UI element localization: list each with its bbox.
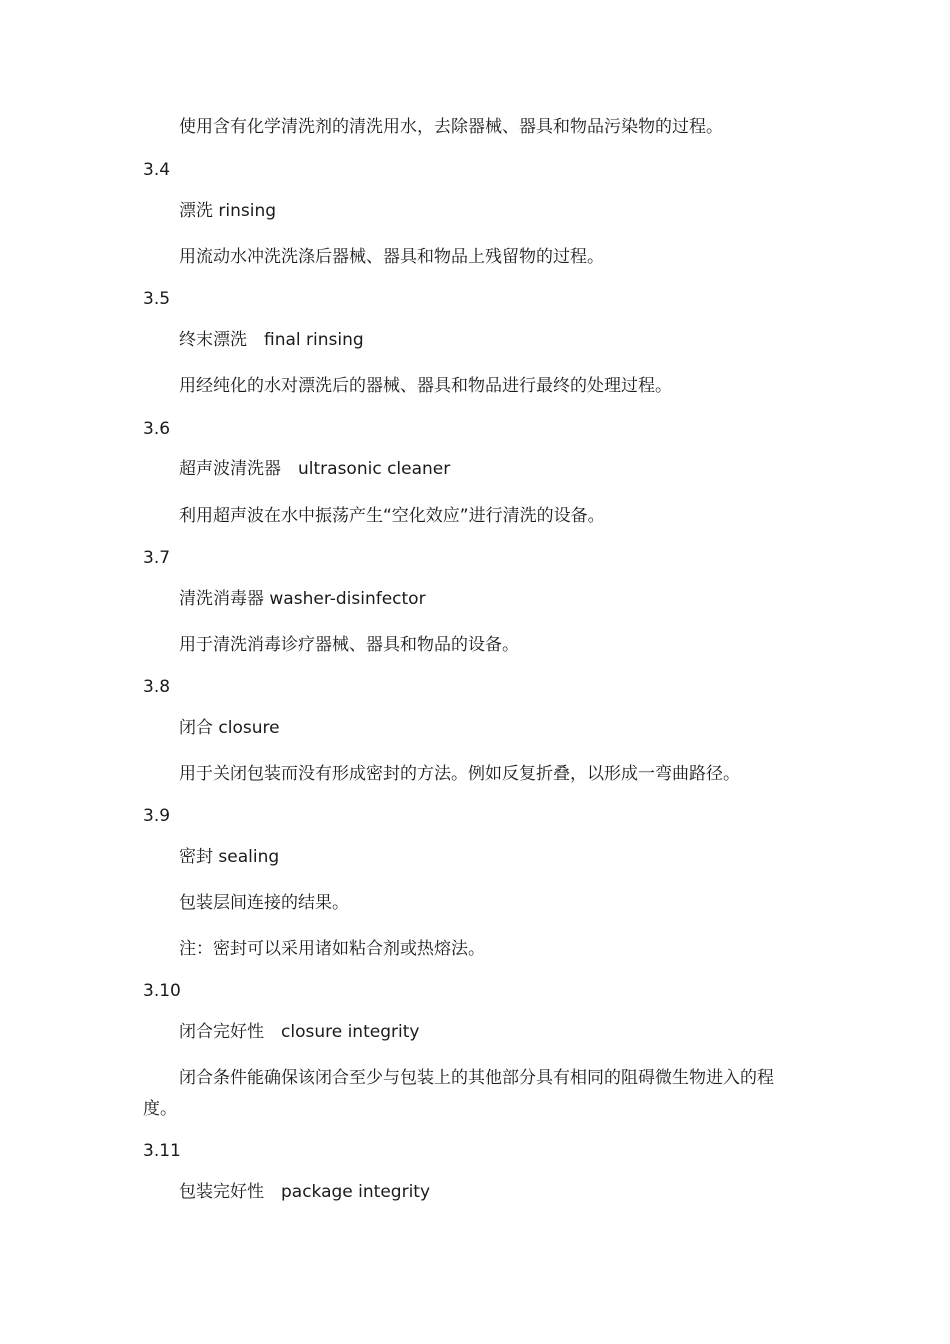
definition-3-4: 用流动水冲洗洗涤后器械、器具和物品上残留物的过程。: [179, 247, 604, 267]
section-number-3-10: 3.10: [143, 981, 181, 1001]
definition-3-5: 用经纯化的水对漂洗后的器械、器具和物品进行最终的处理过程。: [179, 376, 672, 396]
section-number-3-7: 3.7: [143, 548, 171, 568]
definition-3-7: 用于清洗消毒诊疗器械、器具和物品的设备。: [179, 635, 519, 655]
definition-3-10-line-2: 度。: [143, 1099, 177, 1119]
term-3-10: 闭合完好性 closure integrity: [179, 1022, 420, 1042]
definition-3-6: 利用超声波在水中振荡产生“空化效应”进行清洗的设备。: [179, 506, 605, 526]
section-number-3-11: 3.11: [143, 1141, 181, 1161]
term-3-4: 漂洗 rinsing: [179, 201, 277, 221]
definition-3-10-line-1: 闭合条件能确保该闭合至少与包装上的其他部分具有相同的阻碍微生物进入的程: [179, 1068, 774, 1088]
section-number-3-9: 3.9: [143, 806, 171, 826]
term-3-9: 密封 sealing: [179, 847, 280, 867]
definition-3-9: 包装层间连接的结果。: [179, 893, 349, 913]
definition-3-3: 使用含有化学清洗剂的清洗用水，去除器械、器具和物品污染物的过程。: [179, 117, 723, 137]
term-3-11: 包装完好性 package integrity: [179, 1182, 431, 1202]
term-3-8: 闭合 closure: [179, 718, 280, 738]
section-number-3-6: 3.6: [143, 419, 171, 439]
section-number-3-4: 3.4: [143, 160, 171, 180]
term-3-6: 超声波清洗器 ultrasonic cleaner: [179, 459, 451, 479]
term-3-7: 清洗消毒器 washer-disinfector: [179, 589, 426, 609]
note-3-9: 注：密封可以采用诸如粘合剂或热熔法。: [179, 939, 485, 959]
definition-3-8: 用于关闭包装而没有形成密封的方法。例如反复折叠，以形成一弯曲路径。: [179, 764, 740, 784]
term-3-5: 终末漂洗 final rinsing: [179, 330, 364, 350]
section-number-3-8: 3.8: [143, 677, 171, 697]
section-number-3-5: 3.5: [143, 289, 171, 309]
